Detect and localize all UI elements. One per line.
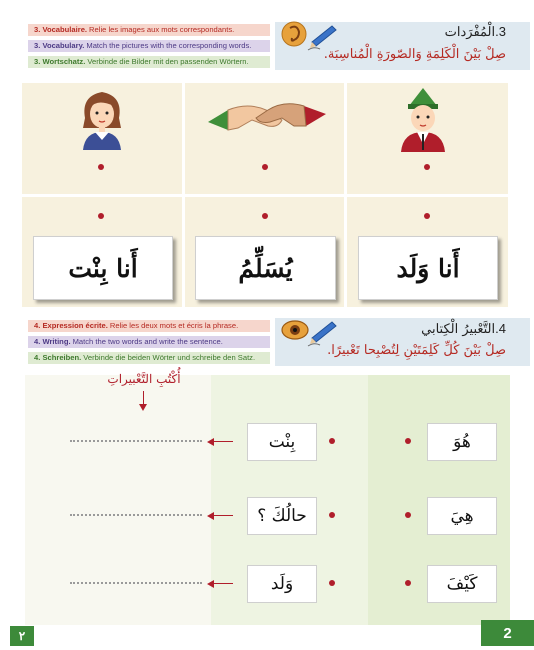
match-dot-middle-3[interactable]: [329, 580, 335, 586]
match-dot-right-3[interactable]: [405, 580, 411, 586]
word-card-3[interactable]: أَنا وَلَد: [358, 236, 498, 300]
match-dot-picture-1[interactable]: [98, 164, 104, 170]
ex3-instruction-fr: 3. Vocabulaire. Relie les images aux mots correspondants.: [28, 24, 270, 36]
down-arrow-shaft: [143, 391, 144, 405]
ex3-instruction-en: 3. Vocabulary. Match the pictures with the corresponding words.: [28, 40, 270, 52]
ex4-arabic-title: 4.التَّعْبيرُ الْكِتابي: [421, 321, 506, 337]
left-arrow-icon: [213, 441, 233, 442]
match-dot-picture-2[interactable]: [262, 164, 268, 170]
right-word-2[interactable]: هِيَ: [427, 497, 497, 535]
word-card-1[interactable]: أَنا بِنْت: [33, 236, 173, 300]
match-dot-word-1[interactable]: [98, 213, 104, 219]
ex4-instruction-fr: 4. Expression écrite. Relie les deux mots et écris la phrase.: [28, 320, 270, 332]
match-dot-right-2[interactable]: [405, 512, 411, 518]
ex4-arabic-instruction: صِلْ بَيْنَ كُلِّ كَلِمَتَيْنِ لِتُصْبِحا تَعْبيرًا.: [327, 343, 506, 358]
girl-picture[interactable]: [77, 88, 127, 150]
match-dot-right-1[interactable]: [405, 438, 411, 444]
match-dot-middle-2[interactable]: [329, 512, 335, 518]
writing-line-3[interactable]: [70, 582, 202, 584]
down-arrow-icon: [139, 404, 147, 411]
writing-line-2[interactable]: [70, 514, 202, 516]
left-arrow-icon: [213, 515, 233, 516]
middle-word-2[interactable]: حالُكَ ؟: [247, 497, 317, 535]
handshake-picture[interactable]: [208, 96, 326, 140]
write-expressions-label: أُكْتُبِ التَّعْبيراتِ: [107, 372, 181, 386]
match-dot-word-2[interactable]: [262, 213, 268, 219]
match-dot-middle-1[interactable]: [329, 438, 335, 444]
ex3-arabic-title: 3.الْمُفْرَدات: [444, 24, 506, 40]
write-column: [25, 375, 211, 625]
left-arrow-icon: [213, 583, 233, 584]
word-card-2[interactable]: يُسَلِّمُ: [195, 236, 336, 300]
boy-picture[interactable]: [399, 86, 447, 152]
middle-word-3[interactable]: وَلَد: [247, 565, 317, 603]
writing-line-1[interactable]: [70, 440, 202, 442]
page-number: 2: [481, 620, 534, 646]
right-word-1[interactable]: هُوَ: [427, 423, 497, 461]
ex4-instruction-de: 4. Schreiben. Verbinde die beiden Wörter und schreibe den Satz.: [28, 352, 270, 364]
match-dot-picture-3[interactable]: [424, 164, 430, 170]
page-number-arabic: ٢: [10, 626, 34, 646]
ex3-instruction-de: 3. Wortschatz. Verbinde die Bilder mit den passenden Wörtern.: [28, 56, 270, 68]
middle-word-1[interactable]: بِنْت: [247, 423, 317, 461]
match-dot-word-3[interactable]: [424, 213, 430, 219]
right-word-3[interactable]: كَيْفَ: [427, 565, 497, 603]
ex3-arabic-instruction: صِلْ بَيْنَ الْكَلِمَةِ وَالصّورَةِ الْمُناسِبَة.: [323, 47, 506, 62]
ex4-instruction-en: 4. Writing. Match the two words and write the sentence.: [28, 336, 270, 348]
